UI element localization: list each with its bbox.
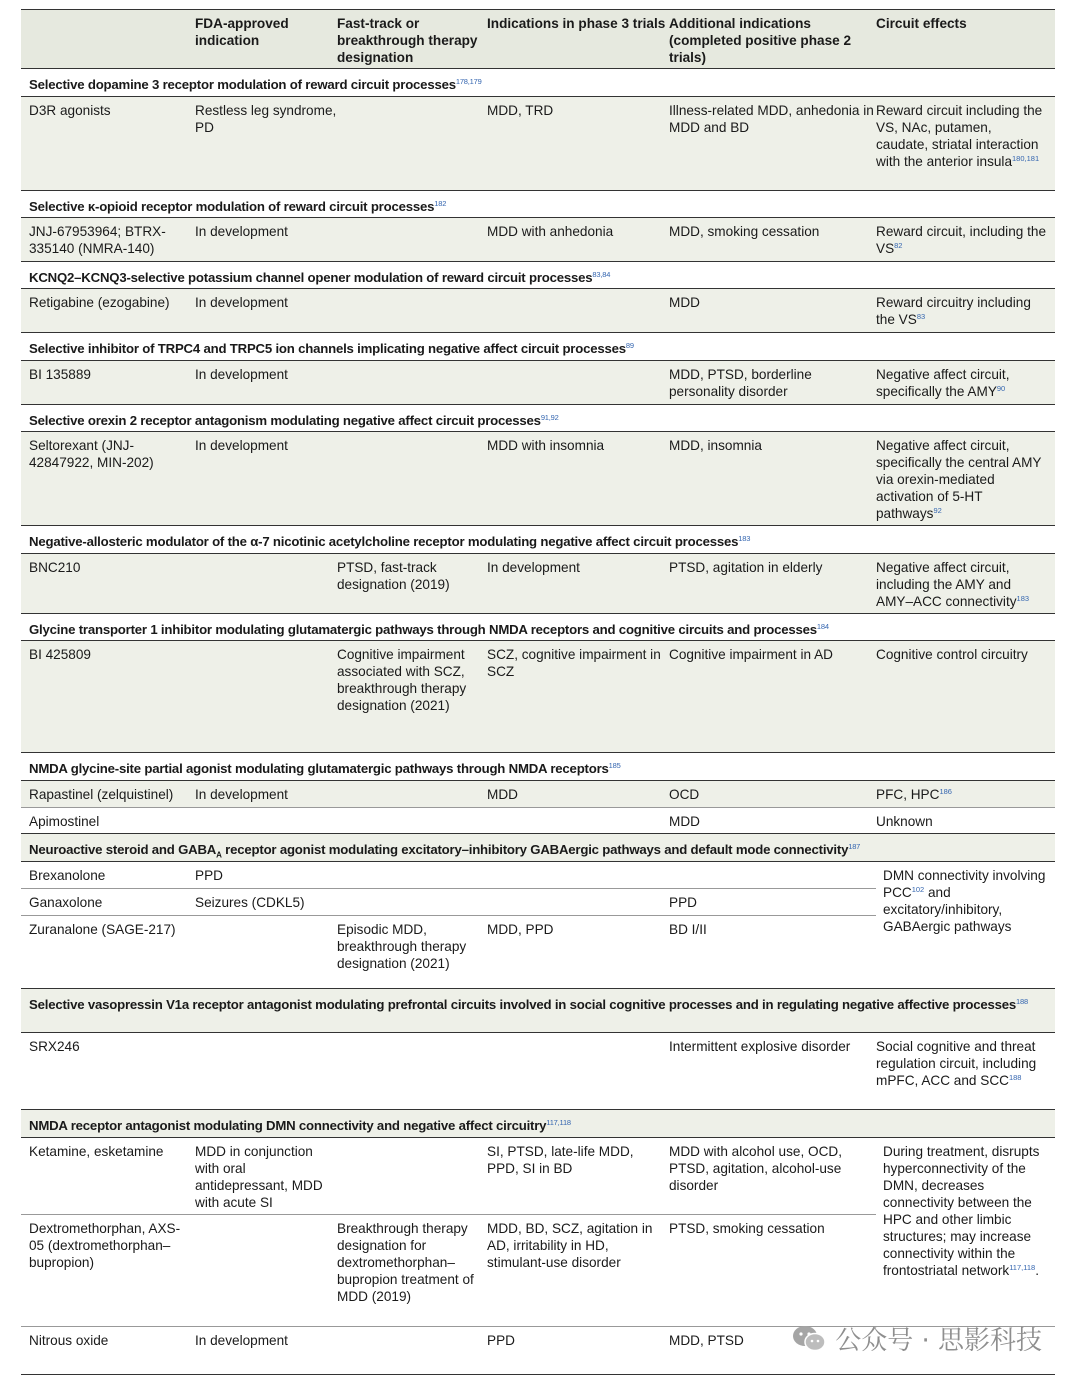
phase3-cell [487,862,669,888]
phase3-cell: MDD [487,787,518,802]
fda-cell: In development [195,787,288,802]
phase3-cell: MDD, TRD [487,103,554,118]
table-row [21,289,1055,333]
drug-name: Ganaxolone [29,895,103,910]
header-drug [21,10,195,68]
header-circuit: Circuit effects [876,16,967,31]
section-heading: Negative-allosteric modulator of the α-7 nicotinic acetylcholine receptor modulating negative affect circuit processes$^{183}$ [21,526,1055,554]
fasttrack-cell [337,862,487,888]
phase3-cell: MDD with anhedonia [487,224,614,239]
phase2-cell: MDD [669,295,700,310]
drug-name: Apimostinel [29,814,100,829]
fasttrack-cell [337,289,487,332]
phase2-cell: MDD, PTSD [669,1333,744,1348]
table-bottom-rule [21,1374,1055,1375]
fda-cell [195,1215,337,1326]
fda-cell [195,641,337,752]
header-fda: FDA-approved indication [195,16,289,48]
phase3-cell: In development [487,560,580,575]
phase2-cell: PTSD, agitation in elderly [669,560,823,575]
section-heading: Selective dopamine 3 receptor modulation of reward circuit processes$^{178,179}$ [21,69,1055,97]
circuit-cell: Negative affect circuit, specifically the AMY$^{90}$ [876,367,1010,399]
drug-name: Brexanolone [29,868,106,883]
fda-cell: In development [195,367,288,382]
phase2-cell: BD I/II [669,922,707,937]
phase3-cell: PPD [487,1333,515,1348]
fda-cell [195,1033,337,1109]
phase3-cell: MDD, BD, SCZ, agitation in AD, irritability in HD, stimulant-use disorder [487,1221,653,1270]
table-row [21,889,876,916]
drug-name: D3R agonists [29,103,111,118]
table-row [21,554,1055,614]
table-row [21,808,1055,834]
table-row [21,361,1055,405]
drug-name: Zuranalone (SAGE-217) [29,922,176,937]
phase2-cell: Intermittent explosive disorder [669,1039,851,1054]
section-heading: Glycine transporter 1 inhibitor modulating glutamatergic pathways through NMDA receptors and cognitive circuits and processes$^{184}$ [21,614,1055,641]
drug-name: SRX246 [29,1039,80,1054]
circuit-cell: DMN connectivity involving PCC$^{102}$ and excitatory/inhibitory, GABAergic pathways [883,868,1046,934]
phase2-cell: MDD [669,814,700,829]
fasttrack-cell [337,1327,487,1355]
drug-table [21,9,1055,1355]
drug-name: Retigabine (ezogabine) [29,295,170,310]
fasttrack-cell: Breakthrough therapy designation for dextromethorphan–bupropion treatment of MDD (2019) [337,1221,474,1304]
drug-name: JNJ-67953964; BTRX-335140 (NMRA-140) [29,224,166,256]
section-heading: NMDA glycine-site partial agonist modulating glutamatergic pathways through NMDA receptors$^{185}$ [21,753,1055,781]
fasttrack-cell [337,889,487,915]
circuit-cell: Unknown [876,814,933,829]
table-row [21,432,1055,526]
phase2-cell: OCD [669,787,700,802]
fda-cell [195,554,337,613]
table-row [21,218,1055,262]
fasttrack-cell: Episodic MDD, breakthrough therapy designation (2021) [337,922,467,971]
fda-cell: Restless leg syndrome, PD [195,103,337,135]
phase3-cell: MDD with insomnia [487,438,605,453]
fda-cell: In development [195,295,288,310]
fasttrack-cell: PTSD, fast-track designation (2019) [337,560,450,592]
phase2-cell: MDD with alcohol use, OCD, PTSD, agitation, alcohol-use disorder [669,1144,842,1193]
drug-name: BI 425809 [29,647,91,662]
phase3-cell: MDD, PPD [487,922,554,937]
header-phase2: Additional indications (completed positive phase 2 trials) [669,16,852,65]
circuit-cell: Reward circuit, including the VS$^{82}$ [876,224,1047,256]
phase2-cell: Illness-related MDD, anhedonia in MDD and BD [669,103,874,135]
phase3-cell [487,1033,669,1109]
phase3-cell: SI, PTSD, late-life MDD, PPD, SI in BD [487,1144,634,1176]
circuit-cell: Reward circuitry including the VS$^{83}$ [876,295,1031,327]
circuit-cell: Negative affect circuit, including the AMY and AMY–ACC connectivity$^{183}$ [876,560,1030,609]
section-heading: Selective inhibitor of TRPC4 and TRPC5 ion channels implicating negative affect circuit processes$^{89}$ [21,333,1055,361]
drug-name: Rapastinel (zelquistinel) [29,787,174,802]
fasttrack-cell [337,1138,487,1214]
table-header [21,9,1055,69]
fda-cell: In development [195,438,288,453]
fda-cell: PPD [195,868,223,883]
phase3-cell [487,808,669,833]
drug-name: Dextromethorphan, AXS-05 (dextromethorphan–bupropion) [29,1221,181,1270]
table-row [21,781,1055,808]
table-row [21,97,1055,191]
circuit-cell: Negative affect circuit, specifically the central AMY via orexin-mediated activation of 5-HT pathways$^{92}$ [876,438,1042,521]
fasttrack-cell [337,432,487,525]
circuit-cell: Reward circuit including the VS, NAc, putamen, caudate, striatal interaction with the anterior insula$^{180,181}$ [876,103,1043,169]
circuit-cell: PFC, HPC$^{186}$ [876,787,952,802]
drug-name: Ketamine, esketamine [29,1144,164,1159]
phase2-cell: MDD, smoking cessation [669,224,820,239]
fasttrack-cell [337,1033,487,1109]
drug-name: BI 135889 [29,367,91,382]
fda-cell: Seizures (CDKL5) [195,895,305,910]
gaba-group [21,862,1055,989]
circuit-cell: Social cognitive and threat regulation circuit, including mPFC, ACC and SCC$^{188}$ [876,1039,1037,1088]
section-heading: NMDA receptor antagonist modulating DMN connectivity and negative affect circuitry$^{117,118}$ [21,1110,1055,1138]
phase3-cell [487,289,669,332]
fasttrack-cell [337,808,487,833]
fda-cell [195,916,337,988]
fasttrack-cell [337,97,487,190]
fasttrack-cell: Cognitive impairment associated with SCZ, breakthrough therapy designation (2021) [337,647,467,713]
phase2-cell: Cognitive impairment in AD [669,647,833,662]
fda-cell: In development [195,1333,288,1348]
section-heading: Selective κ-opioid receptor modulation of reward circuit processes$^{182}$ [21,191,1055,218]
circuit-cell: During treatment, disrupts hyperconnectivity of the DMN, decreases connectivity between the HPC and other limbic structures; may increase connectivity within the frontostriatal network$^{117,118}$. [883,1144,1040,1278]
header-phase3: Indications in phase 3 trials [487,16,666,31]
fasttrack-cell [337,218,487,261]
drug-name: Seltorexant (JNJ-42847922, MIN-202) [29,438,154,470]
phase2-cell: PPD [669,895,697,910]
fasttrack-cell [337,361,487,404]
phase2-cell [669,862,876,888]
section-heading: Neuroactive steroid and $GABA_A$ receptor agonist modulating excitatory–inhibitory GABAergic pathways and default mode connectivity$^{187}$ [21,834,1055,862]
circuit-cell: Cognitive control circuitry [876,647,1028,662]
watermark-text: 公众号 · 思影科技 [835,1326,1042,1356]
section-heading: Selective orexin 2 receptor antagonism modulating negative affect circuit processes$^{91,92}$ [21,405,1055,432]
drug-name: BNC210 [29,560,81,575]
phase3-cell [487,889,669,915]
wechat-icon [791,1324,827,1354]
fasttrack-cell [337,781,487,807]
watermark [791,1320,1042,1357]
phase3-cell [487,361,669,404]
phase2-cell: MDD, PTSD, borderline personality disorder [669,367,812,399]
phase3-cell: SCZ, cognitive impairment in SCZ [487,647,661,679]
section-heading: Selective vasopressin V1a receptor antagonist modulating prefrontal circuits involved in social cognitive processes and in regulating negative affective processes$^{188}$ [21,989,1055,1033]
fda-cell [195,808,337,833]
drug-name: Nitrous oxide [29,1333,109,1348]
fda-cell: In development [195,224,288,239]
table-row [21,862,876,889]
header-fasttrack: Fast-track or breakthrough therapy designation [337,16,478,65]
phase2-cell: PTSD, smoking cessation [669,1221,825,1236]
table-row [21,1138,876,1215]
phase2-cell: MDD, insomnia [669,438,762,453]
fda-cell: MDD in conjunction with oral antidepressant, MDD with acute SI [195,1144,323,1210]
section-heading: KCNQ2–KCNQ3-selective potassium channel opener modulation of reward circuit processes$^{83,84}$ [21,262,1055,289]
table-row [21,641,1055,753]
table-row [21,1033,1055,1110]
